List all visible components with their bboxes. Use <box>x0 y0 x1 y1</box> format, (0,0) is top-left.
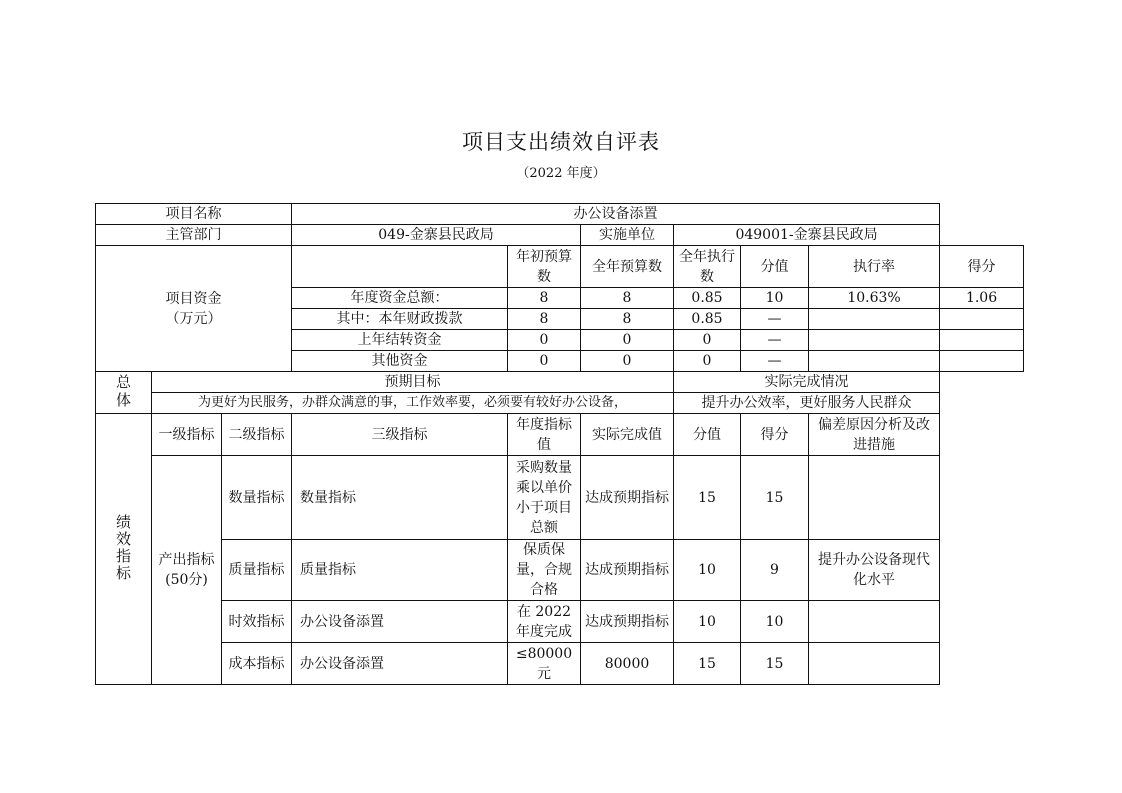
funds-annual: 8 <box>581 288 674 309</box>
funds-score-value: — <box>741 309 809 330</box>
overall-label-text: 总体 <box>116 373 132 409</box>
header-score-value: 分值 <box>741 246 809 288</box>
dept-value: 049-金寨县民政局 <box>292 225 581 246</box>
target-value: 采购数量乘以单价小于项目总额 <box>508 456 581 540</box>
indicator-score-value: 10 <box>674 601 741 643</box>
overall-content-row <box>96 393 1024 414</box>
funds-score-value: — <box>741 351 809 372</box>
indicator-score: 10 <box>741 601 809 643</box>
indicator-score-value: 15 <box>674 456 741 540</box>
funds-exec-rate <box>809 351 940 372</box>
level3-indicator: 质量指标 <box>292 540 508 601</box>
funds-executed: 0 <box>674 351 741 372</box>
funds-annual: 0 <box>581 330 674 351</box>
funds-executed: 0 <box>674 330 741 351</box>
level3-indicator: 数量指标 <box>292 456 508 540</box>
level2-indicator: 数量指标 <box>222 456 292 540</box>
funds-score <box>940 351 1024 372</box>
funds-row-label: 上年结转资金 <box>292 330 508 351</box>
header-executed: 全年执行数 <box>674 246 741 288</box>
indicator-row <box>96 601 1024 643</box>
year-label: （2022 年度） <box>516 166 606 181</box>
funds-annual: 8 <box>581 309 674 330</box>
funds-exec-rate: 10.63% <box>809 288 940 309</box>
funds-executed: 0.85 <box>674 288 741 309</box>
funds-initial: 0 <box>508 351 581 372</box>
target-value: 保质保量，合规合格 <box>508 540 581 601</box>
actual-completion-header: 实际完成情况 <box>674 372 940 393</box>
level2-indicator: 时效指标 <box>222 601 292 643</box>
impl-unit-value: 049001-金寨县民政局 <box>674 225 940 246</box>
indicators-label-text: 绩效指标 <box>116 512 132 583</box>
deviation-analysis <box>809 456 940 540</box>
header-ind-score-value: 分值 <box>674 414 741 456</box>
header-score: 得分 <box>940 246 1024 288</box>
funds-initial: 0 <box>508 330 581 351</box>
expected-goal-text: 为更好为民服务，办群众满意的事，工作效率要，必须要有较好办公设备， <box>152 393 674 414</box>
deviation-analysis <box>809 643 940 685</box>
project-name-value: 办公设备添置 <box>292 204 940 225</box>
funds-score-value: — <box>741 330 809 351</box>
indicator-score-value: 15 <box>674 643 741 685</box>
expected-goal-header: 预期目标 <box>152 372 674 393</box>
performance-table <box>95 203 1024 685</box>
page-title: 项目支出绩效自评表 <box>462 130 660 154</box>
indicator-score: 15 <box>741 456 809 540</box>
output-indicator-label: 产出指标(50分) <box>152 456 222 685</box>
actual-value: 达成预期指标 <box>581 456 674 540</box>
header-deviation: 偏差原因分析及改进措施 <box>809 414 940 456</box>
indicator-score-value: 10 <box>674 540 741 601</box>
header-ind-score: 得分 <box>741 414 809 456</box>
level2-indicator: 成本指标 <box>222 643 292 685</box>
dept-label: 主管部门 <box>96 225 292 246</box>
header-level1: 一级指标 <box>152 414 222 456</box>
funds-score-value: 10 <box>741 288 809 309</box>
funds-label-line1: 项目资金 <box>165 290 222 307</box>
deviation-analysis: 提升办公设备现代化水平 <box>809 540 940 601</box>
header-exec-rate: 执行率 <box>809 246 940 288</box>
indicator-row <box>96 456 1024 540</box>
header-initial-budget: 年初预算数 <box>508 246 581 288</box>
impl-unit-label: 实施单位 <box>581 225 674 246</box>
header-level2: 二级指标 <box>222 414 292 456</box>
target-value: ≤80000 元 <box>508 643 581 685</box>
deviation-analysis <box>809 601 940 643</box>
funds-initial: 8 <box>508 288 581 309</box>
funds-row-label: 其中：本年财政拨款 <box>292 309 508 330</box>
funds-row-label: 年度资金总额： <box>292 288 508 309</box>
funds-score <box>940 309 1024 330</box>
actual-value: 达成预期指标 <box>581 601 674 643</box>
funds-score: 1.06 <box>940 288 1024 309</box>
funds-score <box>940 330 1024 351</box>
funds-label-line2: （万元） <box>165 310 222 327</box>
funds-exec-rate <box>809 330 940 351</box>
funds-label <box>96 246 292 372</box>
indicator-score: 9 <box>741 540 809 601</box>
level3-indicator: 办公设备添置 <box>292 601 508 643</box>
actual-completion-text: 提升办公效率，更好服务人民群众 <box>674 393 940 414</box>
funds-header-row <box>96 246 1024 288</box>
header-annual-budget: 全年预算数 <box>581 246 674 288</box>
header-level3: 三级指标 <box>292 414 508 456</box>
funds-header-blank <box>292 246 508 288</box>
actual-value: 达成预期指标 <box>581 540 674 601</box>
target-value: 在 2022 年度完成 <box>508 601 581 643</box>
indicator-row <box>96 540 1024 601</box>
overall-label <box>96 372 152 414</box>
indicator-header-row <box>96 414 1024 456</box>
header-target: 年度指标值 <box>508 414 581 456</box>
funds-executed: 0.85 <box>674 309 741 330</box>
header-actual: 实际完成值 <box>581 414 674 456</box>
indicator-score: 15 <box>741 643 809 685</box>
overall-header-row <box>96 372 1024 393</box>
project-name-label: 项目名称 <box>96 204 292 225</box>
funds-annual: 0 <box>581 351 674 372</box>
indicators-label <box>96 414 152 685</box>
funds-exec-rate <box>809 309 940 330</box>
level2-indicator: 质量指标 <box>222 540 292 601</box>
funds-initial: 8 <box>508 309 581 330</box>
department-row <box>96 225 1024 246</box>
funds-row-label: 其他资金 <box>292 351 508 372</box>
level3-indicator: 办公设备添置 <box>292 643 508 685</box>
actual-value: 80000 <box>581 643 674 685</box>
project-name-row <box>96 204 1024 225</box>
indicator-row <box>96 643 1024 685</box>
